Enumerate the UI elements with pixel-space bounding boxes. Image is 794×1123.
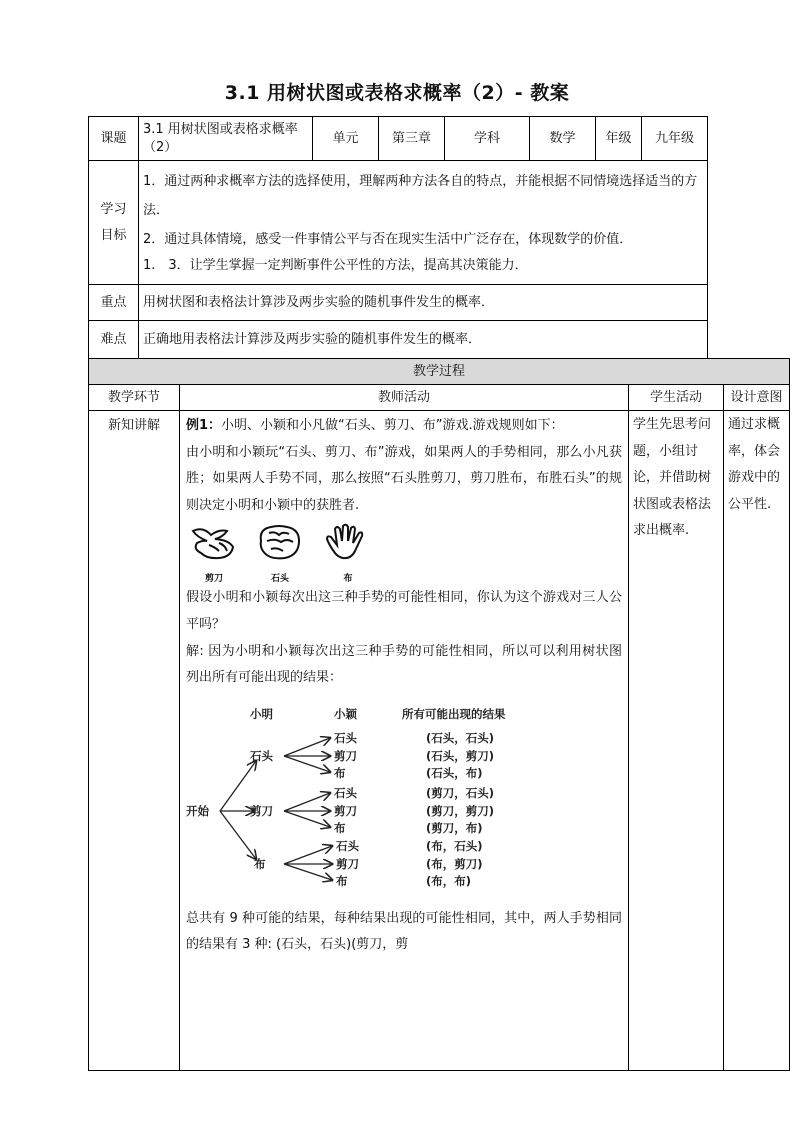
example-text: 小明、小颖和小凡做“石头、剪刀、布”游戏.游戏规则如下： — [221, 418, 564, 433]
tree-result: (布，剪刀) — [426, 856, 483, 871]
teacher-activity — [180, 411, 629, 1071]
solution-paragraph: 解: 因为小明和小颖每次出这三种手势的可能性相同，所以可以利用树状图列出所有可能出现的结果： — [186, 643, 622, 686]
tree-header-xiaoming: 小明 — [250, 706, 273, 721]
lesson-info-table — [88, 116, 708, 359]
tree-diagram — [186, 700, 622, 896]
paper-hand-icon — [323, 523, 373, 561]
tree-level2-node: 布 — [336, 873, 348, 888]
grade-label: 年级 — [596, 117, 642, 161]
difficulty-row — [89, 321, 708, 359]
example-label: 例1： — [186, 418, 222, 433]
tree-level2-node: 石头 — [334, 785, 357, 800]
summary-paragraph: 总共有 9 种可能的结果，每种结果出现的可能性相同，其中，两人手势相同的结果有 3 种: (石头，石头)(剪刀，剪 — [186, 910, 622, 953]
header-teacher: 教师活动 — [180, 385, 629, 411]
tree-level1-node: 布 — [254, 856, 266, 871]
tree-result: (石头，石头) — [426, 730, 495, 745]
tree-header-xiaoying: 小颖 — [334, 706, 357, 721]
objectives-label — [89, 161, 139, 285]
tree-result: (石头，剪刀) — [426, 748, 495, 763]
rule-paragraph: 由小明和小颖玩“石头、剪刀、布”游戏，如果两人的手势相同，那么小凡获胜；如果两人手势不同，那么按照“石头胜剪刀，剪刀胜布，布胜石头”的规则决定小明和小颖中的获胜者. — [186, 444, 622, 513]
hand-gestures — [186, 523, 622, 585]
tree-result: (布，石头) — [426, 838, 483, 853]
key-point-label: 重点 — [89, 285, 139, 321]
unit-value: 第三章 — [379, 117, 445, 161]
topic-value: 3.1 用树状图或表格求概率（2） — [139, 117, 313, 161]
subject-label: 学科 — [445, 117, 530, 161]
question-paragraph: 假设小明和小颖每次出这三种手势的可能性相同，你认为这个游戏对三人公平吗？ — [186, 590, 622, 632]
tree-result: (剪刀，石头) — [426, 785, 495, 800]
paper-label: 布 — [343, 574, 353, 585]
section-title: 教学过程 — [89, 359, 790, 385]
tree-level2-node: 布 — [334, 765, 346, 780]
difficulty-label: 难点 — [89, 321, 139, 359]
header-stage: 教学环节 — [89, 385, 180, 411]
objectives-label-text: 学习目标 — [100, 201, 127, 243]
grade-value: 九年级 — [642, 117, 708, 161]
tree-result: (石头，布) — [426, 765, 483, 780]
stage-label: 新知讲解 — [89, 411, 180, 1071]
scissors-hand — [188, 523, 240, 589]
scissors-hand-icon — [189, 523, 239, 561]
subject-value: 数学 — [530, 117, 596, 161]
teaching-process-table — [88, 358, 790, 1071]
student-activity — [629, 411, 724, 1071]
key-point-text: 用树状图和表格法计算涉及两步实验的随机事件发生的概率． — [139, 285, 708, 321]
tree-level2-node: 布 — [334, 820, 346, 835]
paper-hand — [322, 523, 374, 589]
tree-level2-node: 石头 — [334, 730, 357, 745]
rock-label: 石头 — [270, 574, 289, 585]
scissors-label: 剪刀 — [204, 574, 223, 585]
rock-hand-icon — [255, 523, 305, 561]
tree-level1-node: 石头 — [250, 748, 273, 763]
tree-result: (剪刀，布) — [426, 820, 483, 835]
objective-item: 1．通过两种求概率方法的选择使用，理解两种方法各自的特点，并能根据不同情境选择适当的方法． — [143, 174, 698, 218]
info-row — [89, 117, 708, 161]
header-student: 学生活动 — [629, 385, 724, 411]
example-paragraph — [186, 413, 622, 440]
tree-level2-node: 剪刀 — [334, 803, 357, 818]
key-point-row — [89, 285, 708, 321]
tree-level1-node: 剪刀 — [250, 803, 273, 818]
objectives-content — [139, 161, 708, 285]
difficulty-text: 正确地用表格法计算涉及两步实验的随机事件发生的概率． — [139, 321, 708, 359]
tree-root: 开始 — [186, 803, 209, 818]
tree-level2-node: 剪刀 — [334, 748, 357, 763]
design-intent-text: 通过求概率，体会游戏中的公平性. — [728, 417, 781, 512]
header-intent: 设计意图 — [724, 385, 790, 411]
tree-level2-node: 剪刀 — [336, 856, 359, 871]
tree-header-results: 所有可能出现的结果 — [402, 706, 506, 721]
document-title: 3.1 用树状图或表格求概率（2）- 教案 — [224, 82, 570, 104]
tree-level2-node: 石头 — [336, 838, 359, 853]
process-row — [89, 411, 790, 1071]
objective-item: 2．通过具体情境，感受一件事情公平与否在现实生活中广泛存在，体现数学的价值． — [143, 232, 633, 247]
process-header-row — [89, 385, 790, 411]
design-intent — [724, 411, 790, 1071]
rock-hand — [254, 523, 306, 589]
unit-label: 单元 — [313, 117, 379, 161]
tree-result: (布，布) — [426, 873, 472, 888]
student-activity-text: 学生先思考问题，小组讨论，并借助树状图或表格法求出概率. — [633, 417, 712, 539]
tree-result: (剪刀，剪刀) — [426, 803, 495, 818]
topic-label: 课题 — [89, 117, 139, 161]
objective-item: 1. 3．让学生掌握一定判断事件公平性的方法，提高其决策能力． — [143, 258, 528, 273]
objectives-row — [89, 161, 708, 285]
